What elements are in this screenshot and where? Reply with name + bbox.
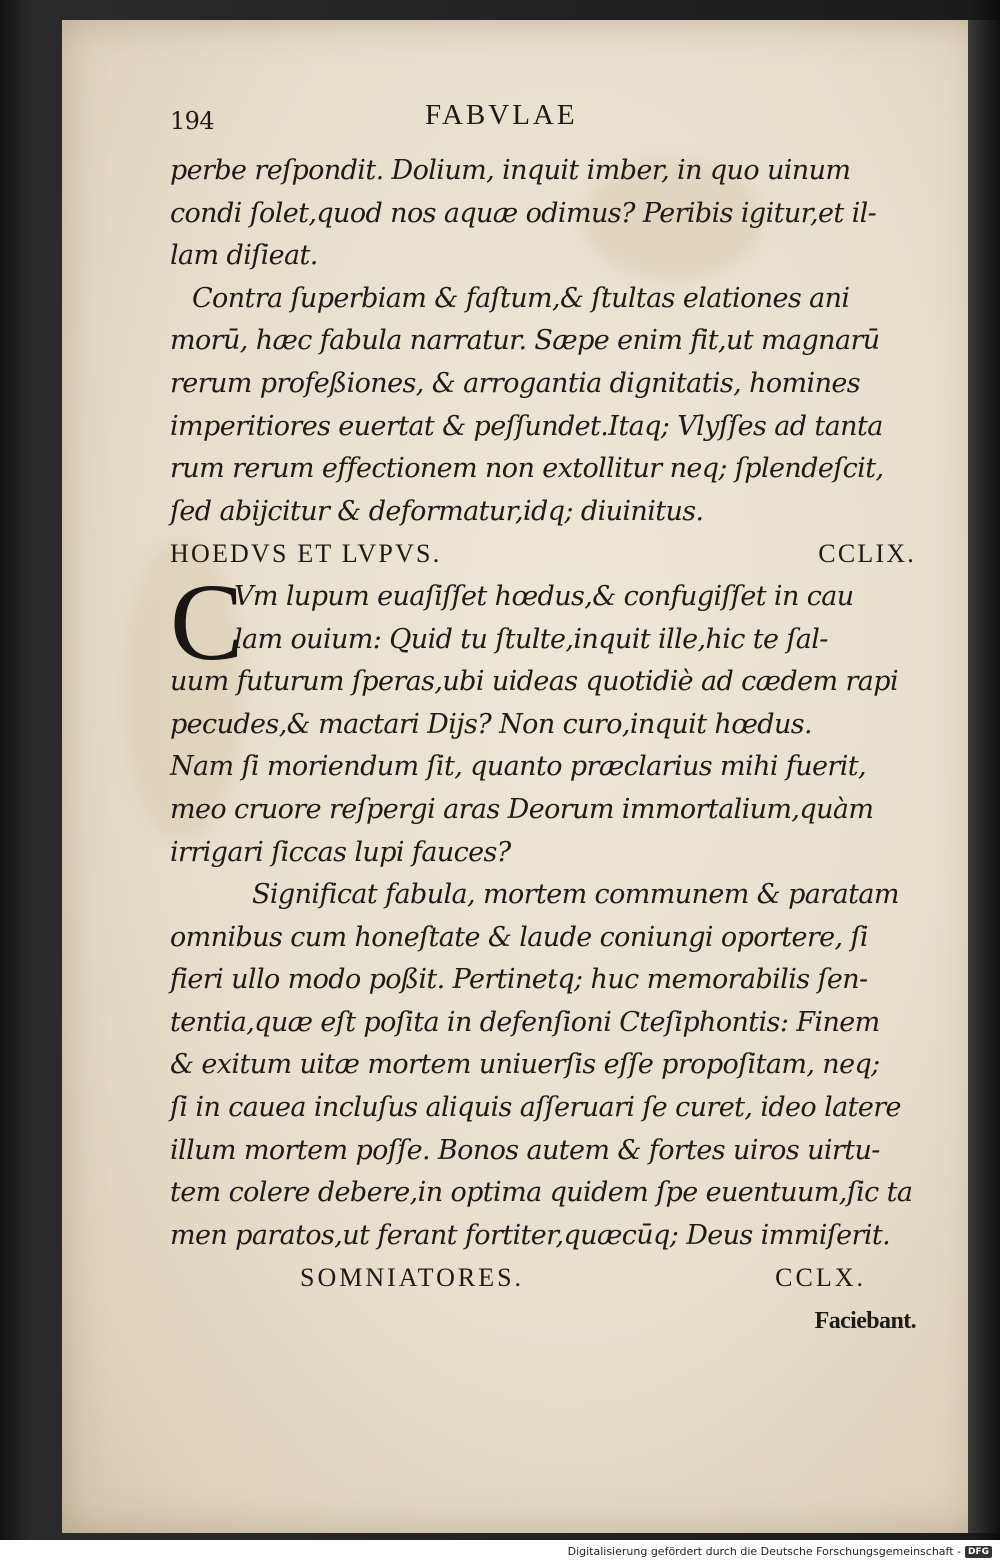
fable-heading-1	[170, 533, 930, 576]
continuation-text	[170, 150, 930, 278]
fable-body-1	[170, 560, 930, 874]
text-line: ſed abijcitur & deformatur,idq; diuinitus.	[170, 495, 704, 527]
footer-credit: Digitalisierung gefördert durch die Deutsche Forschungsgemeinschaft -	[567, 1545, 961, 1558]
text-line: illum mortem poſſe. Bonos autem & fortes uiros uirtu-	[170, 1134, 880, 1166]
text-line: uum futurum ſperas,ubi uideas quotidiè ad cædem rapi	[170, 666, 899, 698]
catchword: Faciebant.	[814, 1308, 916, 1335]
text-line: omnibus cum honeſtate & laude coniungi oportere, ſi	[170, 921, 868, 953]
page-header	[170, 90, 930, 150]
text-line: rerum profeßiones, & arrogantia dignitatis, homines	[170, 367, 861, 399]
text-line: lam ouium: Quid tu ſtulte,inquit ille,hic te ſal-	[234, 623, 828, 655]
text-line: imperitiores euertat & peſſundet.Itaq; Vlyſſes ad tanta	[170, 410, 883, 442]
moral-paragraph-1	[170, 278, 930, 534]
fable-heading-2	[170, 1257, 930, 1300]
text-line: irrigari ſiccas lupi fauces?	[170, 836, 511, 868]
fable-number: CCLX.	[775, 1263, 866, 1293]
text-line: ſi in cauea incluſus aliquis aſſeruari ſe curet, ideo latere	[170, 1092, 901, 1124]
running-title: FABVLAE	[425, 99, 578, 131]
binding-edge	[968, 20, 1000, 1533]
fable-title: SOMNIATORES.	[300, 1263, 525, 1293]
text-line: Contra ſuperbiam & faſtum,& ſtultas elationes ani	[192, 282, 850, 314]
moral-paragraph-2	[170, 874, 930, 1257]
page-text	[170, 90, 930, 1343]
text-line: tem colere debere,in optima quidem ſpe euentuum,ſic ta	[170, 1177, 913, 1209]
text-line: Nam ſi moriendum ſit, quanto præclarius mihi fuerit,	[170, 751, 867, 783]
text-line: fieri ullo modo poßit. Pertinetq; huc memorabilis ſen-	[170, 964, 868, 996]
text-line: condi ſolet,quod nos aquæ odimus? Peribis igitur,et il-	[170, 197, 877, 229]
text-line: meo cruore reſpergi aras Deorum immortalium,quàm	[170, 793, 874, 825]
text-line: men paratos,ut ferant fortiter,quæcūq; Deus immiſerit.	[170, 1219, 891, 1251]
text-line: lam diſieat.	[170, 240, 318, 272]
fable-title: HOEDVS ET LVPVS.	[170, 539, 442, 569]
text-line: morū, hæc fabula narratur. Sæpe enim fit,ut magnarū	[170, 325, 880, 357]
drop-cap: C	[170, 560, 243, 683]
text-line: Significat fabula, mortem communem & paratam	[252, 879, 899, 911]
text-line: tentia,quæ eſt poſita in defenſioni Cteſiphontis: Finem	[170, 1006, 880, 1038]
digitization-footer	[0, 1540, 1000, 1563]
text-line: & exitum uitæ mortem uniuerſis eſſe propoſitam, neq;	[170, 1049, 880, 1081]
text-line: pecudes,& mactari Dijs? Non curo,inquit hœdus.	[170, 708, 813, 740]
text-line: Vm lupum euaſiſſet hœdus,& confugiſſet in cau	[234, 580, 854, 612]
fable-number: CCLIX.	[818, 539, 916, 569]
page-number: 194	[170, 107, 215, 135]
text-line: perbe reſpondit. Dolium, inquit imber, in quo uinum	[170, 155, 851, 186]
text-line: rum rerum effectionem non extollitur neq; ſplendeſcit,	[170, 453, 884, 485]
dfg-logo-icon: DFG	[965, 1546, 992, 1558]
